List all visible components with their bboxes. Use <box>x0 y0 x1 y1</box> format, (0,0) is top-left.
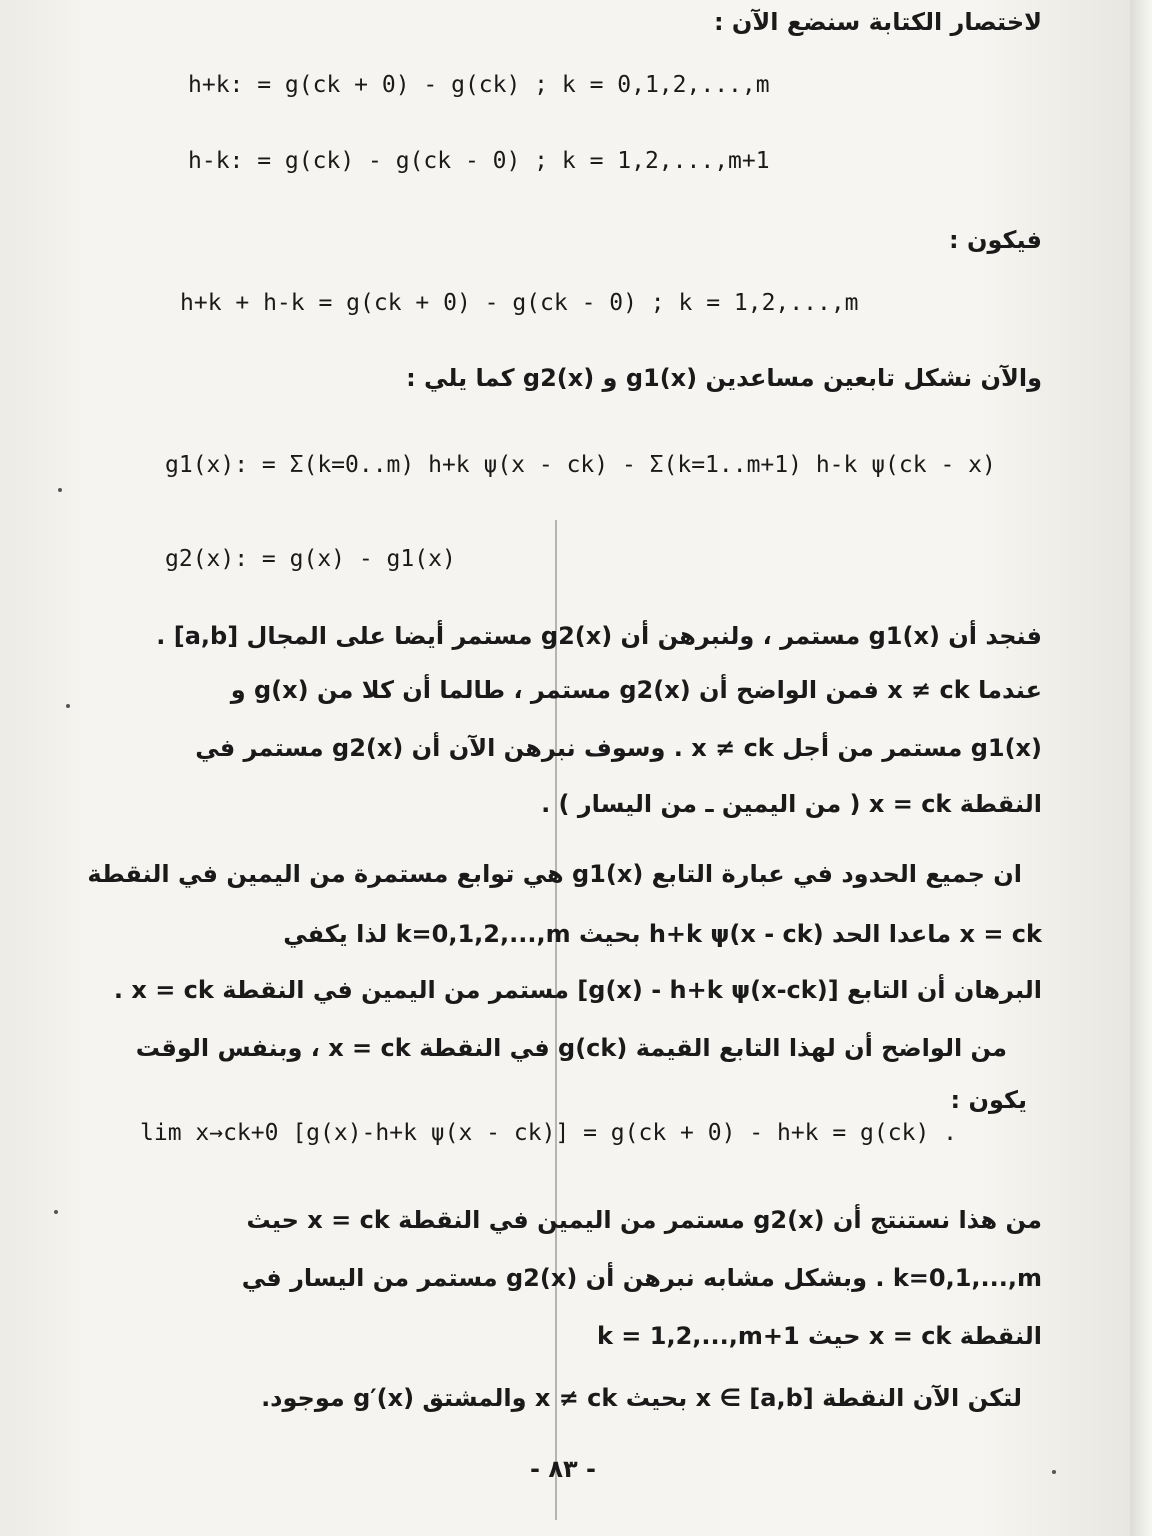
paragraph-2-line-4: من الواضح أن لهذا التابع القيمة g(ck) في النقطة x = ck ، وبنفس الوقت <box>135 1034 1007 1062</box>
paragraph-1-line-4: النقطة x = ck ( من اليمين ـ من اليسار ) . <box>541 790 1042 818</box>
scan-speck <box>66 704 70 708</box>
page-edge <box>1130 0 1152 1536</box>
auxiliary-functions-line: والآن نشكل تابعين مساعدين g1(x) و g2(x) كما يلي : <box>406 364 1042 392</box>
limit-equation: lim x→ck+0 [g(x)-h+k ψ(x - ck)] = g(ck + 0) - h+k = g(ck) . <box>140 1120 957 1146</box>
paragraph-1-line-3: g1(x) مستمر من أجل x ≠ ck . وسوف نبرهن الآن أن g2(x) مستمر في <box>195 734 1042 762</box>
scan-speck <box>1052 1470 1056 1474</box>
page-number: - ٨٣ - <box>530 1455 596 1483</box>
h-sum-equation: h+k + h-k = g(ck + 0) - g(ck - 0) ; k = 1,2,...,m <box>180 290 859 316</box>
paragraph-3-line-2: k=0,1,...,m . وبشكل مشابه نبرهن أن g2(x) مستمر من اليسار في <box>241 1264 1042 1292</box>
h-minus-definition: h-k: = g(ck) - g(ck - 0) ; k = 1,2,...,m+1 <box>188 148 770 174</box>
paragraph-1-line-1: فنجد أن g1(x) مستمر ، ولنبرهن أن g2(x) مستمر أيضا على المجال [a,b] . <box>156 622 1042 650</box>
paragraph-3-line-1: من هذا نستنتج أن g2(x) مستمر من اليمين في النقطة x = ck حيث <box>246 1206 1042 1234</box>
h-plus-definition: h+k: = g(ck + 0) - g(ck) ; k = 0,1,2,...,m <box>188 72 770 98</box>
then-line: فيكون : <box>949 226 1042 254</box>
g2-definition: g2(x): = g(x) - g1(x) <box>165 546 456 572</box>
paragraph-2-line-1: ان جميع الحدود في عبارة التابع g1(x) هي توابع مستمرة من اليمين في النقطة <box>87 860 1022 888</box>
intro-line: لاختصار الكتابة سنضع الآن : <box>713 8 1042 36</box>
g1-definition: g1(x): = Σ(k=0..m) h+k ψ(x - ck) - Σ(k=1..m+1) h-k ψ(ck - x) <box>165 452 996 478</box>
paragraph-3-line-3: النقطة x = ck حيث k = 1,2,...,m+1 <box>596 1322 1042 1350</box>
scan-speck <box>54 1210 58 1214</box>
paragraph-2-line-3: البرهان أن التابع [g(x) - h+k ψ(x-ck)] مستمر من اليمين في النقطة x = ck . <box>113 976 1042 1004</box>
paragraph-1-line-2: عندما x ≠ ck فمن الواضح أن g2(x) مستمر ، طالما أن كلا من g(x) و <box>230 676 1042 704</box>
binding-crease <box>555 520 557 1520</box>
paragraph-2-line-5: يكون : <box>950 1086 1027 1114</box>
scan-speck <box>58 488 62 492</box>
paragraph-4-line-1: لتكن الآن النقطة x ∈ [a,b] بحيث x ≠ ck والمشتق g′(x) موجود. <box>261 1384 1022 1412</box>
paragraph-2-line-2: x = ck ماعدا الحد h+k ψ(x - ck) بحيث k=0,1,2,...,m لذا يكفي <box>283 920 1042 948</box>
